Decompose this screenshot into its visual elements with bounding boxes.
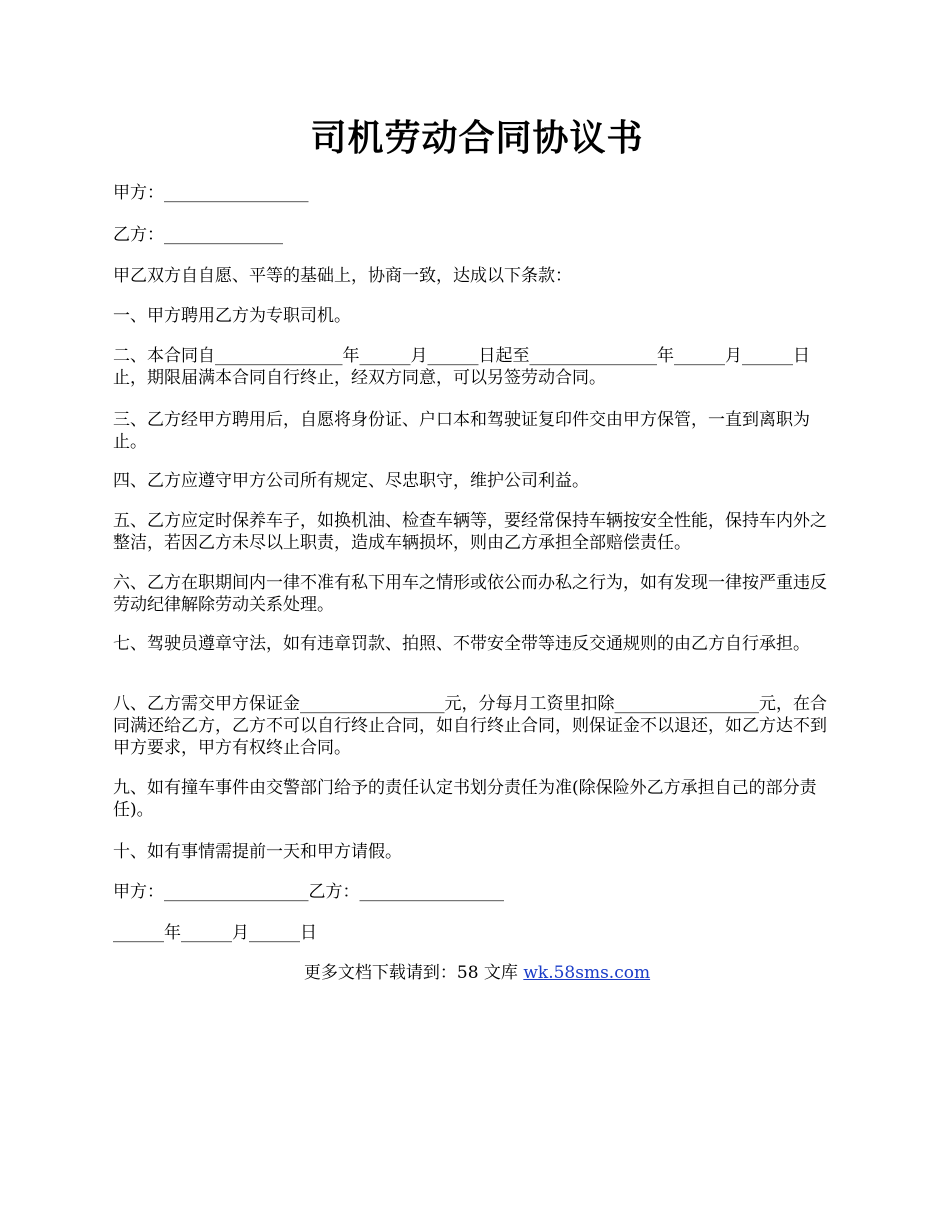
- clause-7: 七、驾驶员遵章守法，如有违章罚款、拍照、不带安全带等违反交通规则的由乙方自行承担。: [113, 634, 810, 654]
- clause-5: 五、乙方应定时保养车子，如换机油、检查车辆等，要经常保持车辆按安全性能，保持车内外之整洁，若因乙方未尽以上职责，造成车辆损坏，则由乙方承担全部赔偿责任。: [113, 511, 827, 553]
- clause-2: 二、本合同自_______________年______月______日起至_______________年______月______日止，期限届满本合同自行终止，经双方同意，可以另签劳动合同。: [113, 346, 810, 388]
- footer-text: 更多文档下载请到：58 文库: [303, 963, 524, 983]
- clause-9: 九、如有撞车事件由交警部门给予的责任认定书划分责任为准(除保险外乙方承担自己的部分责任)。: [113, 778, 817, 820]
- document-title: 司机劳动合同协议书: [310, 117, 644, 159]
- clause-4: 四、乙方应遵守甲方公司所有规定、尽忠职守，维护公司利益。: [113, 471, 589, 491]
- clause-10: 十、如有事情需提前一天和甲方请假。: [113, 842, 402, 862]
- clause-8: 八、乙方需交甲方保证金_________________元，分每月工资里扣除_________________元，在合同满还给乙方，乙方不可以自行终止合同，如自行终止合同，则保证金不以退还，如乙方达不到甲方要求，甲方有权终止合同。: [113, 694, 827, 758]
- party-b-line: 乙方：______________: [113, 225, 283, 245]
- preamble: 甲乙双方自自愿、平等的基础上，协商一致，达成以下条款：: [113, 266, 572, 286]
- footer-link[interactable]: wk.58sms.com: [523, 963, 651, 983]
- download-footer: [113, 962, 841, 984]
- signature-line: 甲方：_________________乙方：_________________: [113, 882, 504, 902]
- party-a-line: 甲方：_________________: [113, 183, 309, 203]
- clause-1: 一、甲方聘用乙方为专职司机。: [113, 306, 351, 326]
- clause-6: 六、乙方在职期间内一律不准有私下用车之情形或依公而办私之行为，如有发现一律按严重违反劳动纪律解除劳动关系处理。: [113, 573, 827, 615]
- date-line: ______年______月______日: [113, 923, 317, 943]
- clause-3: 三、乙方经甲方聘用后，自愿将身份证、户口本和驾驶证复印件交由甲方保管，一直到离职为止。: [113, 410, 810, 452]
